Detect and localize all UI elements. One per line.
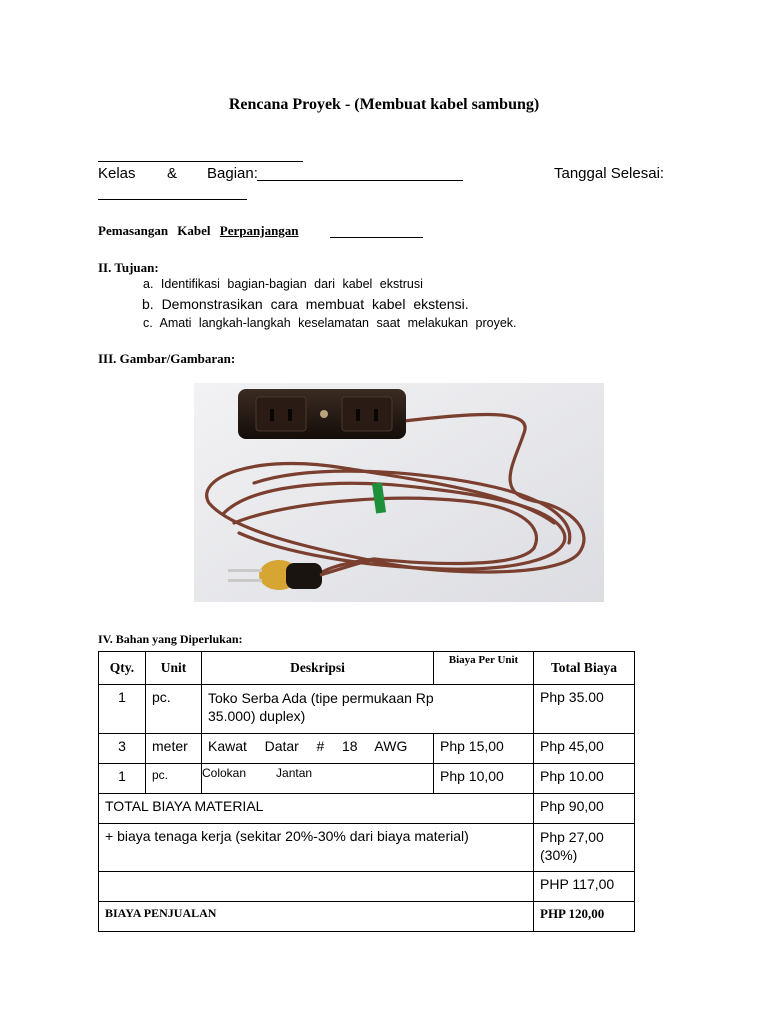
table-row (99, 764, 635, 794)
qty-cell: 1 (99, 685, 146, 734)
objective-item: b. Demonstrasikan cara membuat kabel ekstensi. (142, 296, 469, 312)
pemasangan-prefix: Pemasangan Kabel (98, 223, 220, 238)
subtotal-value: PHP 117,00 (534, 872, 635, 902)
column-header: Biaya Per Unit (434, 652, 534, 685)
blank-line-pemasangan (330, 237, 423, 238)
objective-item: c. Amati langkah-langkah keselamatan saat melakukan proyek. (143, 316, 517, 330)
unit-cell: pc. (146, 685, 202, 734)
gambar-heading: III. Gambar/Gambaran: (98, 351, 236, 366)
table-header-row (99, 652, 635, 685)
selling-row (99, 902, 635, 932)
total-cell: Php 10.00 (534, 764, 635, 794)
column-header: Qty. (99, 652, 146, 685)
section-pemasangan (98, 223, 299, 239)
labor-value: Php 27,00 (30%) (534, 824, 635, 872)
description-cell: Kawat Datar # 18 AWG (202, 734, 434, 764)
materials-table (98, 651, 635, 932)
total-cell: Php 35.00 (534, 685, 635, 734)
blank-line-tanggal (98, 199, 247, 200)
total-material-value: Php 90,00 (534, 794, 635, 824)
blank-line-bagian (257, 180, 463, 181)
unit-cost-cell: Php 15,00 (434, 734, 534, 764)
selling-label: BIAYA PENJUALAN (99, 902, 534, 932)
subtotal-row (99, 872, 635, 902)
subtotal-empty (99, 872, 534, 902)
description-cell: Colokan Jantan (202, 764, 434, 794)
total-material-row (99, 794, 635, 824)
table-row (99, 685, 635, 734)
ampersand: & (167, 165, 178, 182)
bahan-heading: IV. Bahan yang Diperlukan: (98, 632, 243, 646)
blank-line-name (98, 161, 303, 162)
page-title: Rencana Proyek - (Membuat kabel sambung) (228, 96, 540, 113)
pemasangan-underlined: Perpanjangan (219, 223, 299, 238)
unit-cost-cell: Php 10,00 (434, 764, 534, 794)
labor-row (99, 824, 635, 872)
unit-cell: pc. (146, 764, 202, 794)
column-header: Deskripsi (202, 652, 434, 685)
description-cell: Toko Serba Ada (tipe permukaan Rp 35.000) duplex) (202, 685, 534, 734)
unit-cell: meter (146, 734, 202, 764)
bagian-label: Bagian: (207, 165, 258, 182)
table-row (99, 734, 635, 764)
total-cell: Php 45,00 (534, 734, 635, 764)
selling-value: PHP 120,00 (534, 902, 635, 932)
column-header: Total Biaya (534, 652, 635, 685)
column-header: Unit (146, 652, 202, 685)
labor-label: + biaya tenaga kerja (sekitar 20%-30% dari biaya material) (99, 824, 534, 872)
tujuan-heading: II. Tujuan: (98, 260, 159, 275)
objective-item: a. Identifikasi bagian-bagian dari kabel ekstrusi (143, 277, 423, 291)
tanggal-selesai-label: Tanggal Selesai: (554, 165, 665, 182)
qty-cell: 3 (99, 734, 146, 764)
kelas-label: Kelas (98, 165, 136, 182)
qty-cell: 1 (99, 764, 146, 794)
extension-cord-photo (194, 383, 604, 602)
total-material-label: TOTAL BIAYA MATERIAL (99, 794, 534, 824)
